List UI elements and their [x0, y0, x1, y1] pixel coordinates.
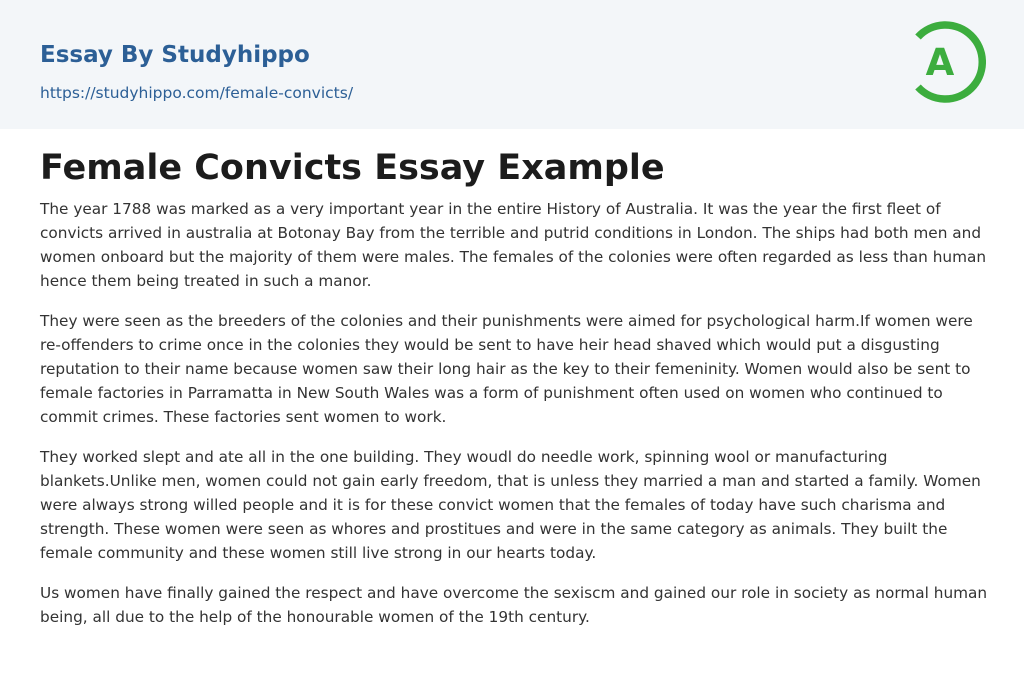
studyhippo-a-logo-icon[interactable] — [912, 19, 986, 105]
paragraph: The year 1788 was marked as a very important year in the entire History of Australia. It was the year the first fleet of convicts arrived in australia at Botonay Bay from the terrible and putrid conditions in London. The ships had both men and women onboard but the majority of them were males. The females of the colonies were often regarded as less than human hence them being treated in such a manor. — [40, 200, 987, 290]
page-url-link[interactable]: https://studyhippo.com/female-convicts/ — [40, 84, 354, 102]
brand-title[interactable]: Essay By Studyhippo — [40, 42, 310, 68]
paragraph: They worked slept and ate all in the one building. They woudl do needle work, spinning wool or manufacturing blankets.Unlike men, women could not gain early freedom, that is unless they married a man and started a family. Women were always strong willed people and it is for these convict women that the females of today have such charisma and strength. These women were seen as whores and prostitues and were in the same category as animals. They built the female community and these women still live strong in our hearts today. — [40, 448, 981, 562]
page-title: Female Convicts Essay Example — [40, 148, 665, 188]
site-header — [0, 0, 1024, 129]
paragraph: Us women have finally gained the respect and have overcome the sexiscm and gained our role in society as normal human being, all due to the help of the honourable women of the 19th century. — [40, 584, 988, 626]
article-content — [40, 143, 988, 645]
logo-letter: A — [925, 41, 955, 84]
paragraph: They were seen as the breeders of the colonies and their punishments were aimed for psychological harm.If women were re-offenders to crime once in the colonies they would be sent to have heir head shaved which would put a disgusting reputation to their name because women saw their long hair as the key to their femeninity. Women would also be sent to female factories in Parramatta in New South Wales was a form of punishment often used on women who continued to commit crimes. These factories sent women to work. — [40, 312, 973, 426]
